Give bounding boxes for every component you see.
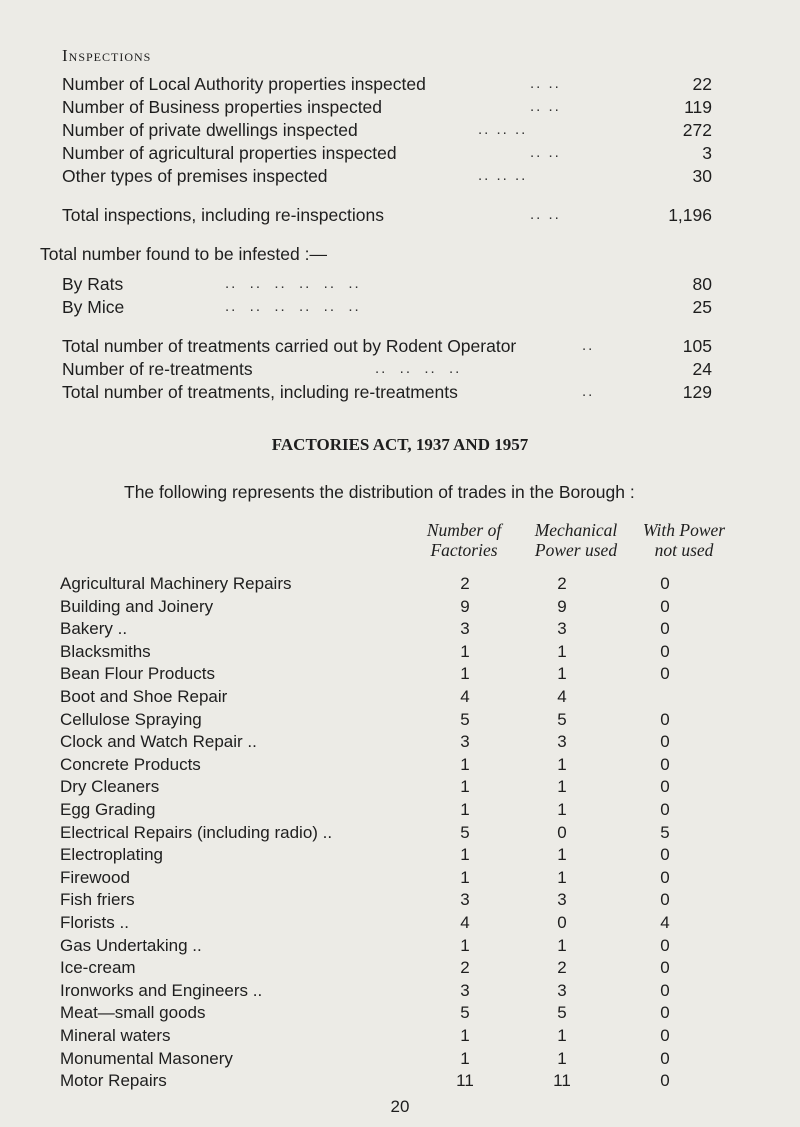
power-not-used-count: 0 [660,1071,670,1091]
factories-count: 9 [460,596,470,616]
power-not-used-count: 0 [660,619,670,639]
table-row [0,1003,800,1024]
table-row [0,913,800,934]
table-row [0,868,800,889]
treatment-label: Total number of treatments, including re-treatments [62,382,458,402]
table-row [0,642,800,663]
factories-count: 1 [460,777,470,797]
power-used-count: 9 [557,596,567,616]
column-header-line: Factories [430,540,498,560]
inspection-label: Number of Local Authority properties inspected [62,74,426,94]
table-row [0,574,800,595]
leader-dots: .. .. [530,75,561,92]
factories-count: 1 [460,867,470,887]
column-header-power-used [516,520,636,560]
rats-value: 80 [692,274,712,294]
power-used-count: 1 [557,641,567,661]
power-not-used-count: 0 [660,777,670,797]
power-used-count: 1 [557,777,567,797]
table-row [0,732,800,753]
leader-dots: .. .. [530,144,561,161]
table-row [0,800,800,821]
column-header-line: not used [654,540,714,560]
trade-name: Bean Flour Products [60,664,215,684]
power-not-used-count: 0 [660,890,670,910]
power-used-count: 4 [557,687,567,706]
power-used-count: 1 [557,1026,567,1045]
trade-name: Monumental Masonery [60,1048,233,1068]
table-row [0,687,800,708]
trade-name: Motor Repairs [60,1071,167,1091]
trade-name: Florists .. [60,913,129,932]
trade-name: Building and Joinery [60,596,214,616]
power-used-count: 2 [557,574,567,593]
trade-name: Ironworks and Engineers .. [60,980,263,1000]
trade-name: Agricultural Machinery Repairs [60,574,292,593]
inspection-value: 119 [684,97,712,117]
table-row [0,710,800,731]
factories-count: 3 [460,980,470,1000]
total-inspections-label: Total inspections, including re-inspections [62,205,384,225]
power-used-count: 1 [557,935,567,955]
trade-name: Concrete Products [60,754,201,774]
inspection-label: Number of private dwellings inspected [62,120,358,140]
mice-value: 25 [692,297,712,317]
mice-label: By Mice [62,297,125,317]
table-row [0,664,800,685]
factories-heading: FACTORIES ACT, 1937 AND 1957 [271,435,529,454]
inspection-value: 22 [692,74,712,94]
leader-dots: .. .. [530,206,561,223]
power-not-used-count: 0 [660,709,670,729]
power-used-count: 1 [557,1048,567,1068]
inspection-value: 3 [702,143,712,163]
trade-name: Egg Grading [60,800,156,819]
power-used-count: 5 [557,709,567,729]
page-title: Inspections [62,46,152,65]
factories-count: 1 [460,1026,470,1045]
power-not-used-count: 0 [660,1003,670,1023]
treatment-value: 129 [682,382,712,402]
power-used-count: 11 [553,1071,571,1091]
inspection-value: 272 [682,120,712,140]
table-row [0,845,800,866]
table-row [0,1049,800,1070]
power-used-count: 0 [557,822,567,842]
power-not-used-count: 0 [660,800,670,819]
treatment-label: Number of re-treatments [62,359,253,379]
column-header-line: Number of [426,520,502,540]
leader-dots: .. .. .. [478,167,528,184]
power-used-count: 3 [557,890,567,910]
trade-name: Clock and Watch Repair .. [60,732,257,752]
power-not-used-count: 0 [660,845,670,865]
factories-count: 1 [460,664,470,684]
factories-count: 3 [460,890,470,910]
factories-count: 5 [460,1003,470,1023]
table-row [0,597,800,618]
power-not-used-count: 4 [660,913,670,932]
trade-name: Firewood [60,867,130,887]
inspection-label: Other types of premises inspected [62,166,328,186]
leader-dots: .. .. [530,98,561,115]
power-not-used-count: 0 [660,958,670,978]
trade-name: Dry Cleaners [60,777,160,797]
total-inspections-value: 1,196 [668,205,712,225]
factories-count: 2 [460,958,470,978]
power-used-count: 0 [557,913,567,932]
power-not-used-count: 0 [660,574,670,593]
table-row [0,958,800,979]
factories-count: 1 [460,800,470,819]
power-used-count: 1 [557,800,567,819]
power-not-used-count: 0 [660,596,670,616]
trade-name: Gas Undertaking .. [60,935,202,955]
leader-dots: .. [582,383,595,400]
factories-count: 4 [460,913,470,932]
power-used-count: 1 [557,664,567,684]
power-not-used-count: 0 [660,980,670,1000]
power-used-count: 5 [557,1003,567,1023]
power-used-count: 1 [557,754,567,774]
factories-count: 2 [460,574,470,593]
trade-name: Ice-cream [60,958,136,978]
leader-dots: .. [582,337,595,354]
rats-label: By Rats [62,274,124,294]
factories-count: 1 [460,641,470,661]
trade-name: Cellulose Spraying [60,709,202,729]
trade-name: Fish friers [60,890,135,910]
factories-count: 5 [460,709,470,729]
inspection-label: Number of Business properties inspected [62,97,383,117]
column-header-line: Mechanical [534,520,618,540]
power-used-count: 1 [557,845,567,865]
leader-dots: .. .. .. [478,121,528,138]
page-number: 20 [390,1097,410,1116]
trade-name: Bakery .. [60,619,128,639]
power-used-count: 1 [557,867,567,887]
column-header-power-not-used [624,520,744,560]
treatment-value: 24 [692,359,712,379]
inspection-value: 30 [692,166,712,186]
leader-dots: .. .. .. .. .. .. [225,275,361,292]
power-not-used-count: 0 [660,1026,670,1045]
factories-count: 1 [460,1048,470,1068]
table-row [0,936,800,957]
table-row [0,890,800,911]
power-not-used-count: 0 [660,641,670,661]
trade-name: Boot and Shoe Repair [60,687,228,706]
table-row [0,981,800,1002]
power-not-used-count: 0 [660,732,670,752]
table-row [0,1026,800,1047]
table-row [0,1071,800,1092]
power-not-used-count: 5 [660,822,670,842]
power-not-used-count: 0 [660,1048,670,1068]
column-header-line: Power used [534,540,618,560]
factories-count: 3 [460,732,470,752]
factories-count: 1 [460,845,470,865]
factories-count: 4 [460,687,470,706]
power-used-count: 3 [557,732,567,752]
factories-count: 11 [456,1071,474,1091]
column-header-line: With Power [642,520,726,540]
table-row [0,823,800,844]
inspection-label: Number of agricultural properties inspected [62,143,397,163]
infested-label: Total number found to be infested :— [40,244,327,264]
power-used-count: 3 [557,619,567,639]
trade-name: Electroplating [60,845,164,865]
trade-name: Electrical Repairs (including radio) .. [60,822,333,842]
treatment-value: 105 [682,336,712,356]
factories-count: 1 [460,754,470,774]
table-row [0,777,800,798]
treatment-label: Total number of treatments carried out by Rodent Operator [62,336,517,356]
table-row [0,619,800,640]
power-used-count: 3 [557,980,567,1000]
power-not-used-count: 0 [660,935,670,955]
trade-name: Meat—small goods [60,1003,206,1023]
power-not-used-count: 0 [660,664,670,684]
power-not-used-count: 0 [660,754,670,774]
power-not-used-count: 0 [660,867,670,887]
factories-count: 3 [460,619,470,639]
trade-name: Blacksmiths [60,641,151,661]
trade-name: Mineral waters [60,1026,171,1045]
leader-dots: .. .. .. .. .. .. [225,298,361,315]
factories-intro: The following represents the distribution of trades in the Borough : [124,482,635,502]
leader-dots: .. .. .. .. [375,360,462,377]
power-used-count: 2 [557,958,567,978]
factories-count: 5 [460,822,470,842]
table-row [0,755,800,776]
factories-count: 1 [460,935,470,955]
column-header-factories [404,520,524,560]
